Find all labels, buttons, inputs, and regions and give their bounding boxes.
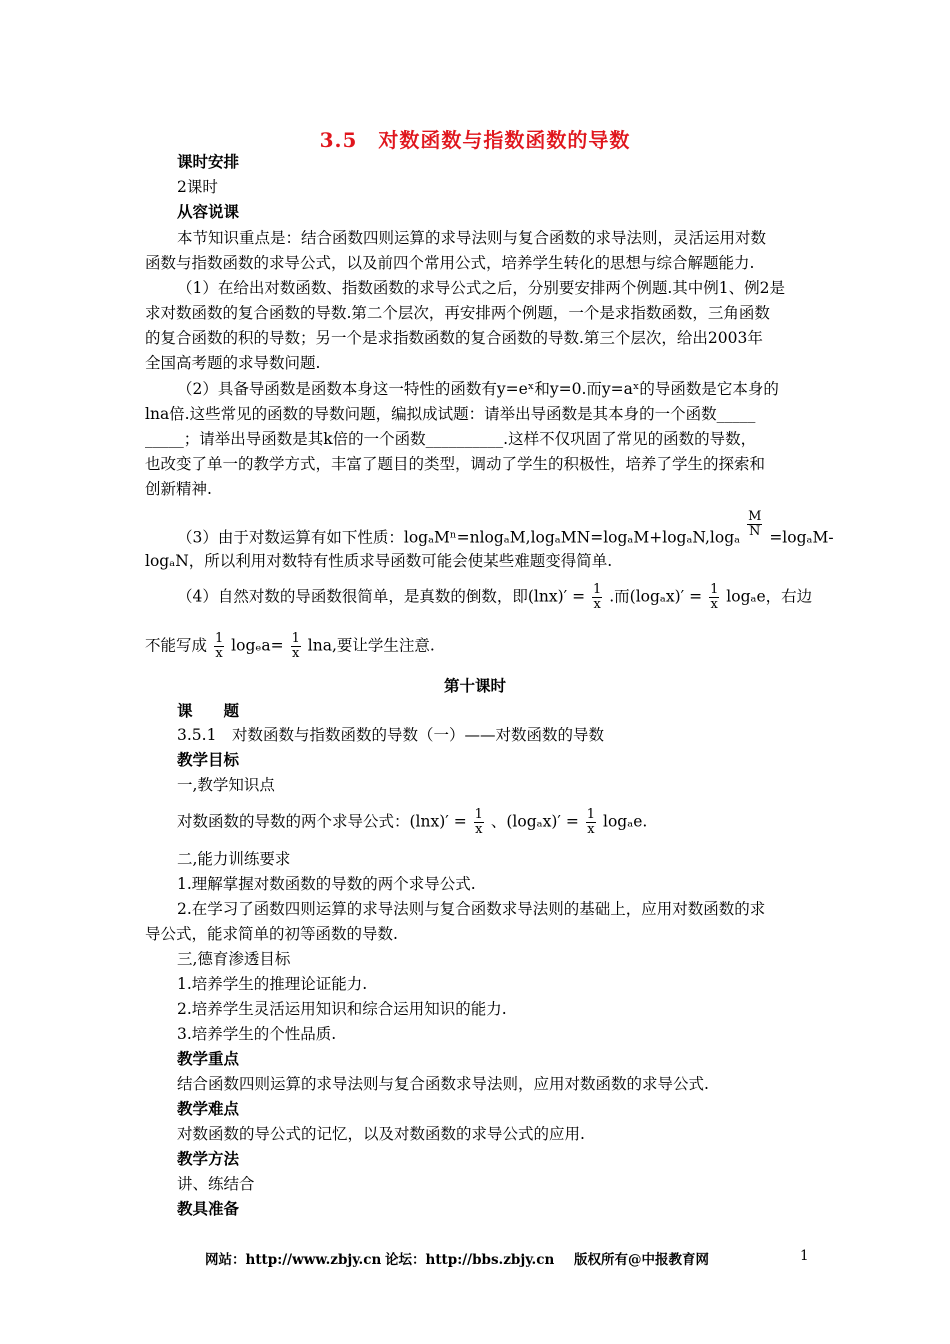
fraction-one-over-x: $\frac{1}{x}$ [291, 631, 300, 661]
intro-line: 全国高考题的求导数问题. [145, 354, 321, 372]
intro-line: （1）在给出对数函数、指数函数的求导公式之后，分别要安排两个例题.其中例1、例2是 [177, 279, 786, 297]
heading-goals: 教学目标 [177, 750, 240, 769]
intro-line: （2）具备导函数是函数本身这一特性的函数有y=eˣ和y=0.而y=aˣ的导函数是它本身的 [177, 380, 779, 398]
goal-item: 2.在学习了函数四则运算的求导法则与复合函数求导法则的基础上，应用对数函数的求 [177, 900, 766, 918]
intro-line: 求对数函数的复合函数的导数.第二个层次，再安排两个例题，一个是求指数函数，三角函数 [145, 304, 770, 322]
focus-text: 结合函数四则运算的求导法则与复合函数求导法则，应用对数函数的求导公式. [177, 1075, 709, 1093]
heading-schedule: 课时安排 [177, 152, 240, 171]
heading-topic: 课 题 [177, 701, 240, 720]
goal-formula-line: 对数函数的导数的两个求导公式：(lnx)′ = $\frac{1}{x}$ 、(logₐx)′ = $\frac{1}{x}$ logₐe. [177, 807, 648, 837]
page-number: 1 [800, 1248, 809, 1264]
schedule-text: 2课时 [177, 178, 218, 196]
difficulty-text: 对数函数的导公式的记忆，以及对数函数的求导公式的应用. [177, 1125, 585, 1143]
intro-line: 创新精神. [145, 480, 212, 498]
fraction-m-over-n: $\frac{M}{N}$ [748, 509, 762, 539]
intro-line: 也改变了单一的教学方式，丰富了题目的类型，调动了学生的积极性，培养了学生的探索和 [145, 455, 766, 473]
goal-item: 2.培养学生灵活运用知识和综合运用知识的能力. [177, 1000, 507, 1018]
fraction-one-over-x: $\frac{1}{x}$ [586, 807, 596, 837]
heading-method: 教学方法 [177, 1149, 240, 1168]
intro-line: 本节知识重点是：结合函数四则运算的求导法则与复合函数的求导法则，灵活运用对数 [177, 229, 767, 247]
intro-line: logₐN，所以利用对数特有性质求导函数可能会使某些难题变得简单. [145, 552, 613, 570]
fraction-one-over-x: $\frac{1}{x}$ [593, 582, 602, 612]
topic-text: 3.5.1 对数函数与指数函数的导数（一）——对数函数的导数 [177, 726, 604, 744]
intro-line: _____；请举出导函数是其k倍的一个函数__________.这样不仅巩固了常见的函数的导数， [145, 430, 757, 448]
page-title: 3.5 对数函数与指数函数的导数 [319, 128, 631, 152]
goal-item: 1.培养学生的推理论证能力. [177, 975, 368, 993]
lesson-heading: 第十课时 [443, 676, 506, 695]
heading-intro: 从容说课 [177, 202, 240, 221]
goal-item: 导公式，能求简单的初等函数的导数. [145, 925, 398, 943]
footer-forum-link[interactable]: 论坛：http://bbs.zbjy.cn [385, 1252, 555, 1268]
formula-text: （3）由于对数运算有如下性质：logₐMⁿ=nlogₐM,logₐMN=logₐM+logₐN,logₐ [177, 528, 741, 547]
fraction-one-over-x: $\frac{1}{x}$ [474, 807, 483, 837]
intro-line: 的复合函数的积的导数；另一个是求指数函数的复合函数的导数.第三个层次，给出2003年 [145, 329, 763, 347]
formula-text: =logₐM- [769, 528, 834, 547]
goal-heading: 三,德育渗透目标 [177, 950, 291, 968]
intro-formula-line: （4）自然对数的导函数很简单，是真数的倒数，即(lnx)′ = $\frac{1}{x}$ .而(logₐx)′ = $\frac{1}{x}$ logₐe，右边 [177, 582, 813, 612]
intro-line: 函数与指数函数的求导公式，以及前四个常用公式，培养学生转化的思想与综合解题能力. [145, 254, 755, 272]
goal-heading: 一,教学知识点 [177, 776, 275, 794]
intro-formula-line: 不能写成 $\frac{1}{x}$ logₑa= $\frac{1}{x}$ lna,要让学生注意. [145, 631, 435, 661]
heading-difficulty: 教学难点 [177, 1099, 240, 1118]
footer-site-link[interactable]: 网站：http://www.zbjy.cn [205, 1252, 382, 1268]
goal-heading: 二,能力训练要求 [177, 850, 291, 868]
footer-copyright: 版权所有@中报教育网 [574, 1252, 709, 1268]
method-text: 讲、练结合 [177, 1175, 255, 1193]
heading-tools: 教具准备 [177, 1199, 240, 1218]
intro-line: lna倍.这些常见的函数的导数问题，编拟成试题：请举出导函数是其本身的一个函数_____ [145, 405, 756, 423]
goal-item: 1.理解掌握对数函数的导数的两个求导公式. [177, 875, 476, 893]
fraction-one-over-x: $\frac{1}{x}$ [214, 631, 224, 661]
goal-item: 3.培养学生的个性品质. [177, 1025, 337, 1043]
fraction-one-over-x: $\frac{1}{x}$ [710, 582, 719, 612]
heading-focus: 教学重点 [177, 1049, 240, 1068]
